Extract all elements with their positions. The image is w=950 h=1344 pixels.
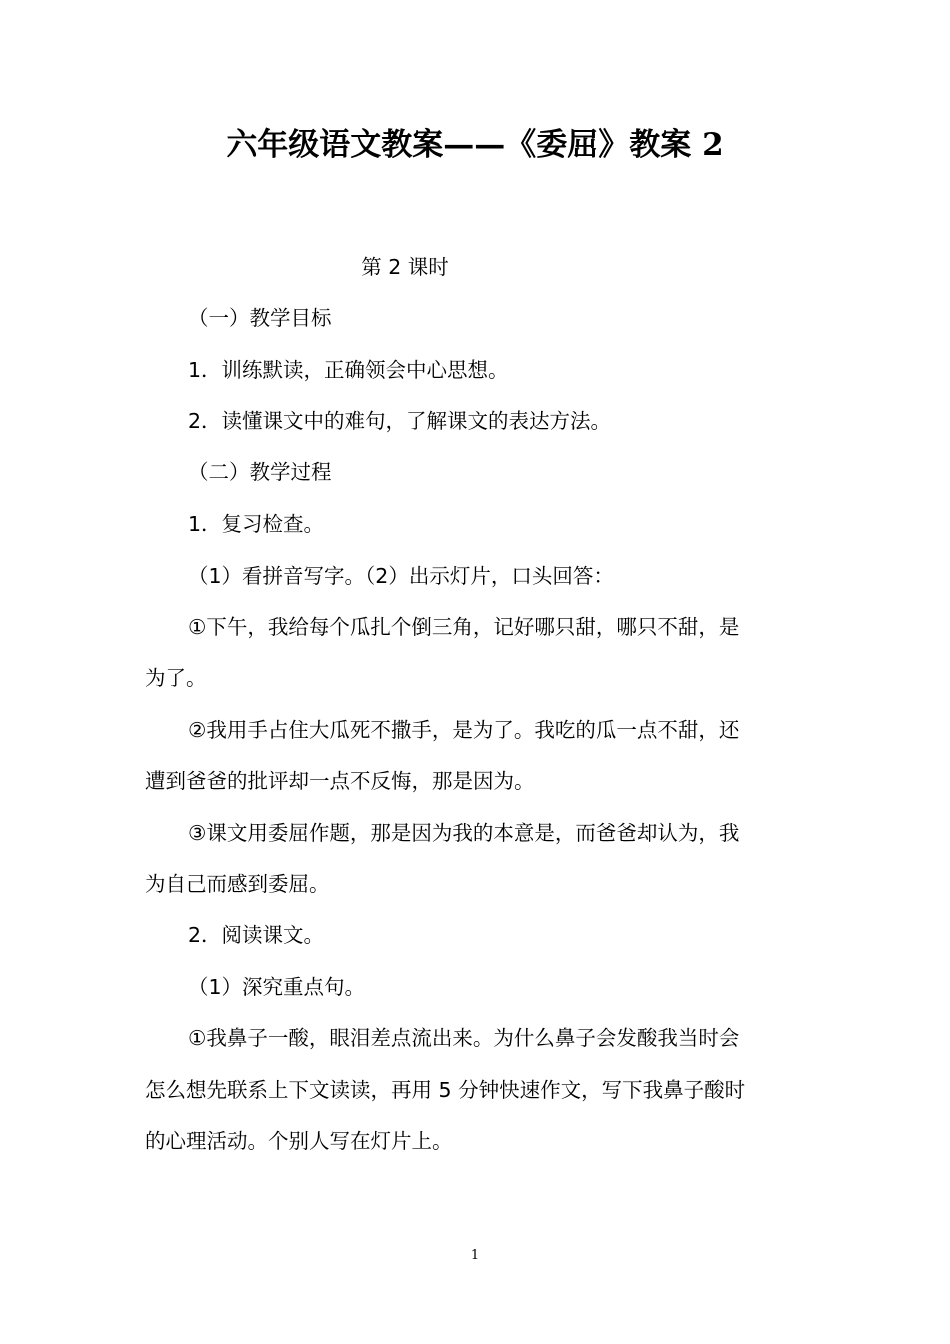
question-3-line-2: 为自己而感到委屈。 <box>145 872 330 896</box>
section-heading-process: （二）教学过程 <box>188 460 332 484</box>
goal-item-1: 1．训练默读，正确领会中心思想。 <box>188 358 509 382</box>
question-2-line-2: 遭到爸爸的批评却一点不反悔，那是因为。 <box>145 769 535 793</box>
key-sentence-line-3: 的心理活动。个别人写在灯片上。 <box>145 1129 453 1153</box>
question-2-line-1: ②我用手占住大瓜死不撒手，是为了。我吃的瓜一点不甜，还 <box>188 718 740 742</box>
key-sentence-line-2: 怎么想先联系上下文读读，再用 5 分钟快速作文，写下我鼻子酸时 <box>145 1078 746 1102</box>
key-sentence-line-1: ①我鼻子一酸，眼泪差点流出来。为什么鼻子会发酸我当时会 <box>188 1026 740 1050</box>
process-substep-2: （1）深究重点句。 <box>188 975 366 999</box>
question-1-line-2: 为了。 <box>145 666 207 690</box>
document-title: 六年级语文教案——《委屈》教案 2 <box>226 127 724 163</box>
question-1-line-1: ①下午，我给每个瓜扎个倒三角，记好哪只甜，哪只不甜，是 <box>188 615 740 639</box>
section-heading-goals: （一）教学目标 <box>188 306 332 330</box>
lesson-heading: 第 2 课时 <box>361 255 449 279</box>
question-3-line-1: ③课文用委屈作题，那是因为我的本意是，而爸爸却认为，我 <box>188 821 740 845</box>
process-step-2: 2．阅读课文。 <box>188 923 325 947</box>
process-step-1: 1．复习检查。 <box>188 512 325 536</box>
page-number: 1 <box>470 1248 480 1263</box>
process-substep: （1）看拼音写字。（2）出示灯片，口头回答： <box>188 564 614 588</box>
goal-item-2: 2．读懂课文中的难句，了解课文的表达方法。 <box>188 409 612 433</box>
